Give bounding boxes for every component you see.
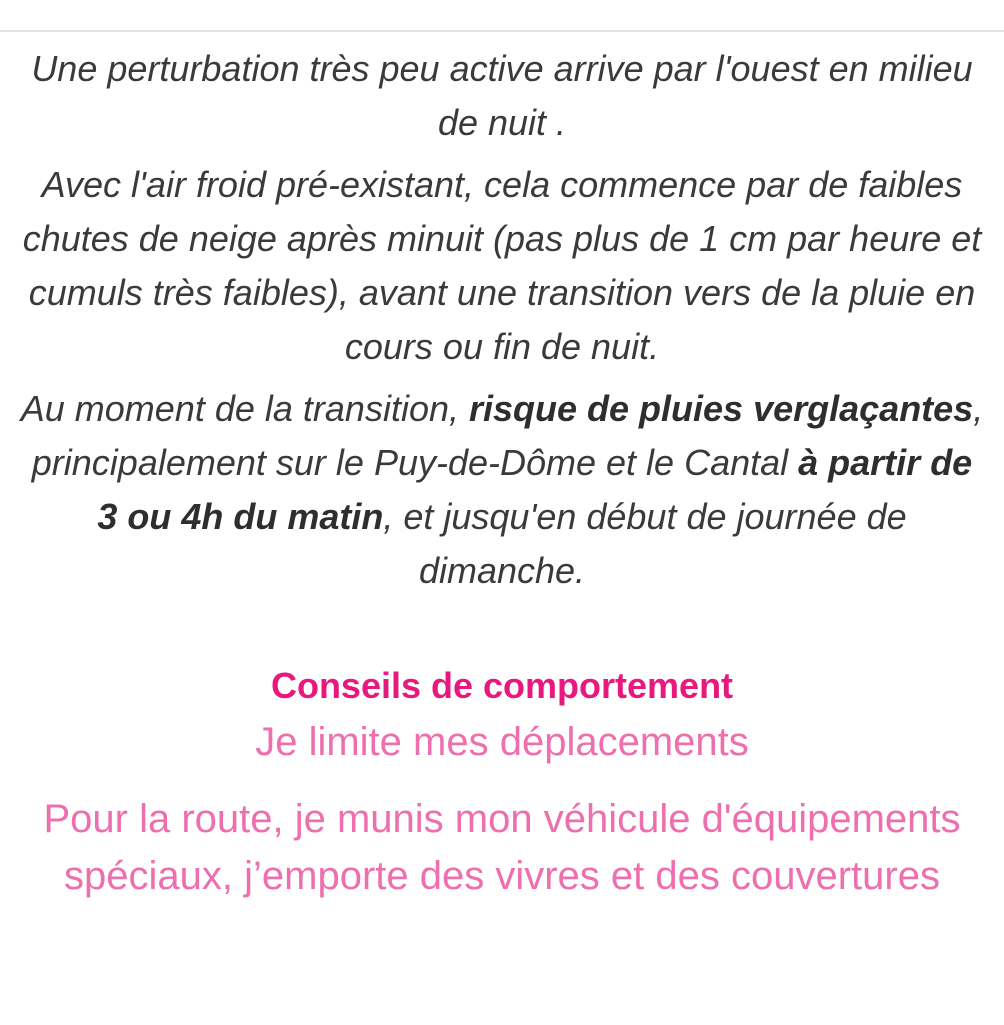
bulletin-text: , et jusqu'en début de journée de dimanche. [383, 496, 907, 591]
start-time-warning: à partir de 3 ou 4h du matin [97, 442, 973, 537]
advice-item: Je limite mes déplacements [255, 720, 749, 764]
freezing-rain-risk: risque de pluies verglaçantes [469, 388, 974, 429]
bulletin-paragraph-3 [0, 382, 1004, 598]
bulletin-paragraph-1: Une perturbation très peu active arrive par l'ouest en milieu de nuit . [31, 48, 973, 143]
bulletin-paragraph-2: Avec l'air froid pré-existant, cela commence par de faibles chutes de neige après minuit (pas plus de 1 cm par heure et cumuls très faibles), avant une transition vers de la pluie en cours ou fin de nuit. [22, 164, 982, 367]
bulletin-text: , principalement sur le Puy-de-Dôme et le Cantal [31, 388, 984, 483]
advice-item: Pour la route, je munis mon véhicule d'équipements spéciaux, j’emporte des vivres et des couvertures [43, 797, 961, 898]
bulletin-text: Au moment de la transition, [20, 388, 469, 429]
top-divider [0, 30, 1004, 32]
advice-title: Conseils de comportement [270, 665, 734, 706]
weather-bulletin [0, 42, 1004, 606]
advice-section [0, 658, 1004, 905]
